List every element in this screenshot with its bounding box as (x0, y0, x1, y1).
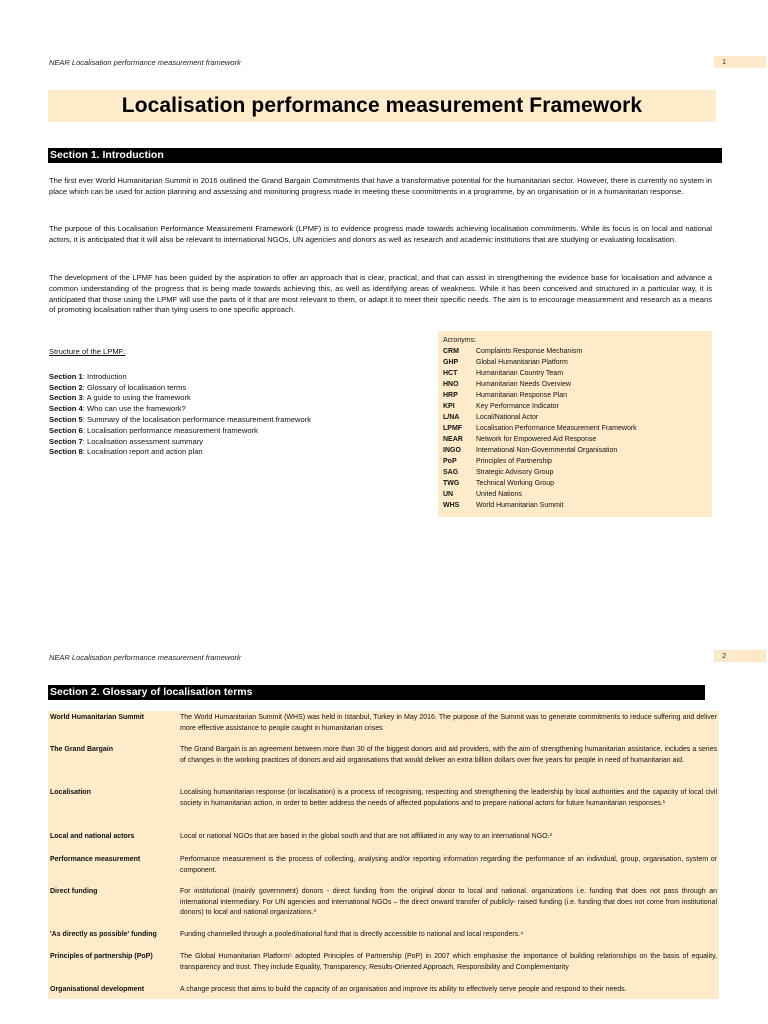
glossary-definition: A change process that aims to build the capacity of an organisation and improve its ability to effectively serve people and respond to their needs. (180, 986, 627, 993)
glossary-definition: Localising humanitarian response (or localisation) is a process of recognising, respecting and strengthening the leadership by local authorities and the capacity of local civil society in humanitarian action, in order to better address the needs of affected populations and to prepare national actors for future humanitarian responses.¹ (180, 789, 717, 807)
glossary-term: Local and national actors (50, 833, 135, 840)
section-1-heading: Section 1. Introduction (48, 148, 722, 163)
acronym-row: L/NA Local/National Actor (443, 414, 539, 421)
acronym-row: GHP Global Humanitarian Platform (443, 359, 568, 366)
glossary-row (48, 737, 719, 781)
page-number: 2 (714, 650, 766, 662)
glossary-term: Direct funding (50, 888, 98, 895)
acronym-row: UN United Nations (443, 491, 522, 498)
structure-item: Section 7: Localisation assessment summary (49, 436, 204, 446)
glossary-row (48, 824, 719, 847)
glossary-term: Localisation (50, 789, 91, 796)
document-title-box (48, 90, 716, 122)
acronym-row: LPMF Localisation Performance Measurement Framework (443, 425, 637, 432)
structure-item: Section 6: Localisation performance measurement framework (49, 425, 258, 435)
page-number: 1 (714, 56, 766, 68)
page-header-note: NEAR Localisation performance measurement framework (49, 653, 241, 662)
intro-paragraph-2: The purpose of this Localisation Performance Measurement Framework (LPMF) is to evidence progress made towards achieving localisation commitments. While its focus is on local and national actors, it is anticipated that it will also be relevant to international NGOs, UN agencies and donors as well as research and academic institutions that are studying or evaluating localisation. (49, 224, 712, 244)
document-title: Localisation performance measurement Framework (121, 94, 643, 117)
page-header-note: NEAR Localisation performance measurement framework (49, 58, 241, 67)
section-2-heading: Section 2. Glossary of localisation terms (48, 685, 705, 700)
glossary-term: Principles of partnership (PoP) (50, 953, 153, 960)
glossary-definition: Performance measurement is the process of collecting, analysing and/or reporting information regarding the performance of an individual, group, organisation, system or component. (180, 856, 717, 874)
intro-paragraph-1: The first ever World Humanitarian Summit in 2016 outlined the Grand Bargain Commitments that have a transformative potential for the humanitarian sector. However, there is currently no system in place which can be used for action planning and assessing and monitoring progress made in meeting these commitments in a programme, by an organisation or in a humanitarian response. (49, 176, 712, 196)
acronym-row: HCT Humanitarian Country Team (443, 370, 564, 377)
acronym-row: INGO International Non-Governmental Organisation (443, 447, 618, 454)
acronym-row: WHS World Humanitarian Summit (443, 502, 564, 509)
glossary-definition: Local or national NGOs that are based in the global south and that are not affiliated in any way to an international NGO.² (180, 833, 552, 840)
glossary-definition: The Grand Bargain is an agreement between more than 30 of the biggest donors and aid providers, with the aim of strengthening humanitarian assistance. includes a series of changes in the working practices of donors and aid organisations that would deliver an extra billion dollars over five years for people in need of humanitarian aid. (180, 746, 717, 764)
glossary-definition: The World Humanitarian Summit (WHS) was held in Istanbul, Turkey in May 2016. The purpose of the Summit was to generate commitments to reduce suffering and deliver more effective assistance to people caught in humanitarian crises (180, 714, 717, 732)
glossary-row (48, 977, 719, 999)
structure-item: Section 4: Who can use the framework? (49, 404, 186, 414)
glossary-term: Performance measurement (50, 856, 141, 863)
glossary-row (48, 711, 719, 737)
glossary-definition: The Global Humanitarian Platform⁵ adopted Principles of Partnership (PoP) in 2007 which emphasise the importance of building relationships on the basis of equality, transparency and trust. They include Equality, Transparency, Results-Oriented Approach, Responsibility and Complementarity (180, 953, 717, 971)
structure-item: Section 2: Glossary of localisation terms (49, 382, 187, 392)
structure-item: Section 5: Summary of the localisation performance measurement framework (49, 414, 312, 424)
acronyms-box (438, 331, 712, 517)
structure-item: Section 1: Introduction (49, 371, 127, 381)
acronym-row: HNO Humanitarian Needs Overview (443, 381, 571, 388)
structure-title: Structure of the LPMF: (49, 347, 126, 356)
acronym-row: NEAR Network for Empowered Aid Response (443, 436, 597, 443)
glossary-term: 'As directly as possible' funding (50, 931, 157, 938)
glossary-term: Organisational development (50, 986, 145, 993)
acronym-row: CRM Complaints Response Mechanism (443, 348, 583, 355)
intro-paragraph-3: The development of the LPMF has been guided by the aspiration to offer an approach that is clear, practical, and that can assist in strengthening the evidence base for localisation and advance a common understanding of the progress that is being made towards achieving this, as well as identifying areas of weakness. While it has been conceived and structured in a particular way, it is anticipated that those using the LPMF will use the parts of it that are most relevant to them, or adapt it to meet their specific needs. The aim is to encourage measurement and research as a means of promoting localisation rather than tying users to one specific approach. (49, 273, 712, 315)
acronyms-title: Acronyms: (443, 337, 477, 344)
structure-item: Section 8: Localisation report and action plan (49, 447, 203, 457)
acronym-row: PoP Principles of Partnership (443, 458, 552, 465)
glossary-row (48, 922, 719, 944)
glossary-row (48, 847, 719, 879)
structure-item: Section 3: A guide to using the framework (49, 393, 191, 403)
glossary-table (48, 711, 719, 999)
glossary-term: World Humanitarian Summit (50, 714, 144, 721)
glossary-term: The Grand Bargain (50, 746, 114, 753)
acronym-row: KPI Key Performance Indicator (443, 403, 559, 410)
acronym-row: HRP Humanitarian Response Plan (443, 392, 568, 399)
glossary-definition: For institutional (mainly government) donors - direct funding from the original donor to local and national. organizations i.e. funding that does not pass through an international intermediary. For UN agencies and international NGOs – the direct onward transfer of publicly- raised funding (i.e. funding that does not come from institutional donors) to local and national organizations.³ (180, 888, 717, 916)
glossary-row (48, 944, 719, 977)
acronym-row: TWG Technical Working Group (443, 480, 555, 487)
glossary-definition: Funding channelled through a pooled/national fund that is directly accessible to national and local responders.⁴ (180, 931, 524, 938)
glossary-row (48, 781, 719, 824)
glossary-row (48, 879, 719, 922)
structure-list (49, 347, 311, 458)
acronym-row: SAG Strategic Advisory Group (443, 469, 554, 476)
